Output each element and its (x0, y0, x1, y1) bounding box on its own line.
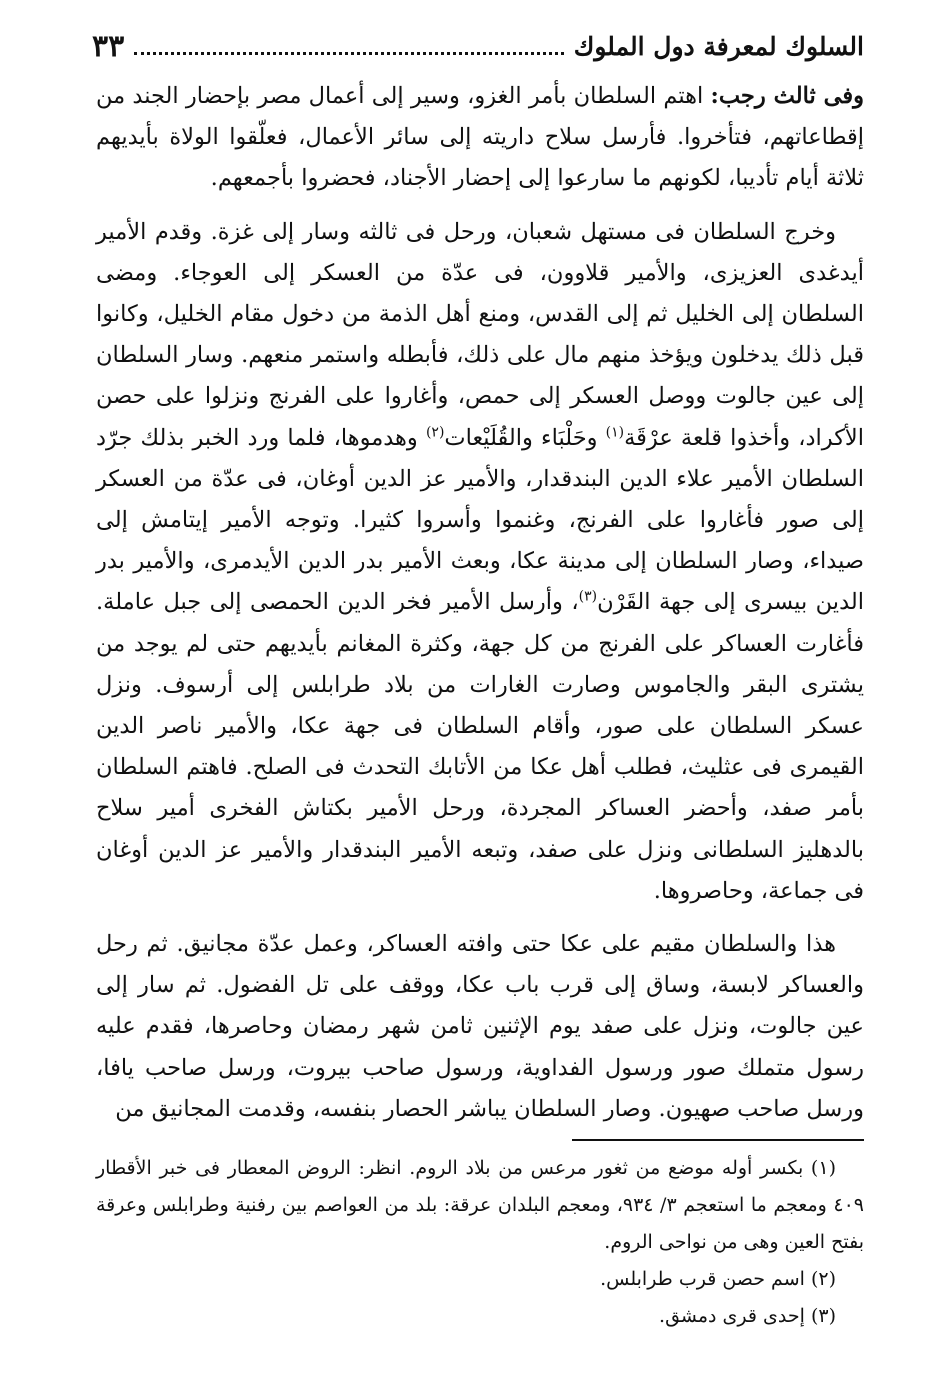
footnote-ref-3[interactable]: (٣) (578, 588, 598, 605)
footnote-2: (٢) اسم حصن قرب طرابلس. (600, 1268, 836, 1290)
footnote-ref-1[interactable]: (١) (605, 424, 625, 441)
running-title: السلوك لمعرفة دول الملوك (573, 31, 864, 61)
running-header (92, 24, 864, 68)
paragraph-1 (96, 76, 864, 200)
paragraph-2-seg-4: ، وأرسل الأمير فخر الدين الحمصى إلى جبل عاملة. فأغارت العساكر على الفرنج من كل جهة، وكثرة المغانم بأيديهم حتى لم يوجد من يشترى البقر والجاموس وصارت الغارات من بلاد طرابلس إلى أرسوف. ونزل عسكر السلطان على صور، وأقام السلطان فى جهة عكا، والأمير ناصر الدين القيمرى فى عثليث، فطلب أهل عكا من الأتابك التحدث فى الصلح. فاهتم السلطان بأمر صفد، وأحضر العساكر المجردة، ورحل الأمير بكتاش الفخرى أمير سلاح بالدهليز السلطانى ونزل على صفد، وتبعه الأمير البندقدار والأمير عز الدين أوغان فى جماعة، وحاصروها. (96, 589, 864, 904)
paragraph-2 (96, 212, 864, 912)
paragraph-2-seg-1: وخرج السلطان فى مستهل شعبان، ورحل فى ثالثه وسار إلى غزة. وقدم الأمير أيدغدى العزيزى، والأمير قلاوون، فى عدّة من العسكر إلى العوجاء. ومضى السلطان إلى الخليل ثم إلى القدس، ومنع أهل الذمة من دخول مقام الخليل، وكانوا قبل ذلك يدخلون ويؤخذ منهم مال على ذلك، فأبطله واستمر منعهم. وسار السلطان إلى عين جالوت ووصل العسكر إلى حمص، وأغاروا على الفرنج ونزلوا على حصن الأكراد، وأخذوا قلعة عرْقَة (96, 218, 864, 451)
main-text (96, 76, 864, 1130)
dotted-leader (134, 52, 564, 55)
paragraph-lead: وفى ثالث رجب: (710, 83, 865, 109)
footnote-1: (١) بكسر أوله موضع من ثغور مرعس من بلاد الروم. انظر: الروض المعطار فى خبر الأقطار ٤٠٩ ومعجم ما استعجم ٣/ ٩٣٤، ومعجم البلدان عرقة: بلد من العواصم بين رفنية وطرابلس وعرقة بفتح العين وهى من نواحى الروم. (96, 1157, 864, 1253)
paragraph-2-seg-3: وهدموها، فلما ورد الخبر بذلك جرّد السلطان الأمير علاء الدين البندقدار، والأمير عز الدين أوغان، فى عدّة من العسكر إلى صور فأغاروا على الفرنج، وغنموا وأسروا كثيرا. وتوجه الأمير إيتامش إلى صيداء، وصار السلطان إلى مدينة عكا، وبعث الأمير بدر الدين الأيدمرى، والأمير بدر الدين بيسرى إلى جهة القَرْن (96, 424, 864, 616)
paragraph-2-seg-2: وحَلْبَاء والقُلَيْعات (444, 424, 598, 451)
footnote-separator (572, 1139, 864, 1141)
footnote-ref-2[interactable]: (٢) (425, 424, 445, 441)
paragraph-3: هذا والسلطان مقيم على عكا حتى وافته العساكر، وعمل عدّة مجانيق. ثم رحل والعساكر لابسة، وساق إلى قرب باب عكا، ووقف على تل الفضول. ثم سار إلى عين جالوت، ونزل على صفد يوم الإثنين ثامن شهر رمضان وحاصرها، فقدم عليه رسول متملك صور ورسول الفداوية، ورسول صاحب بيروت، ورسل صاحب يافا، ورسل صاحب صهيون. وصار السلطان يباشر الحصار بنفسه، وقدمت المجانيق من (96, 931, 864, 1122)
footnote-3: (٣) إحدى قرى دمشق. (659, 1305, 836, 1327)
page-number: ٣٣ (92, 28, 125, 64)
paragraph-1-text: اهتم السلطان بأمر الغزو، وسير إلى أعمال مصر بإحضار الجند من إقطاعاتهم، فتأخروا. فأرسل سلاح داريته إلى سائر الأعمال، فعلّقوا الولاة بأيديهم ثلاثة أيام تأديبا، لكونهم ما سارعوا إلى إحضار الأجناد، فحضروا بأجمعهم. (96, 83, 864, 192)
footnotes (96, 1150, 864, 1335)
